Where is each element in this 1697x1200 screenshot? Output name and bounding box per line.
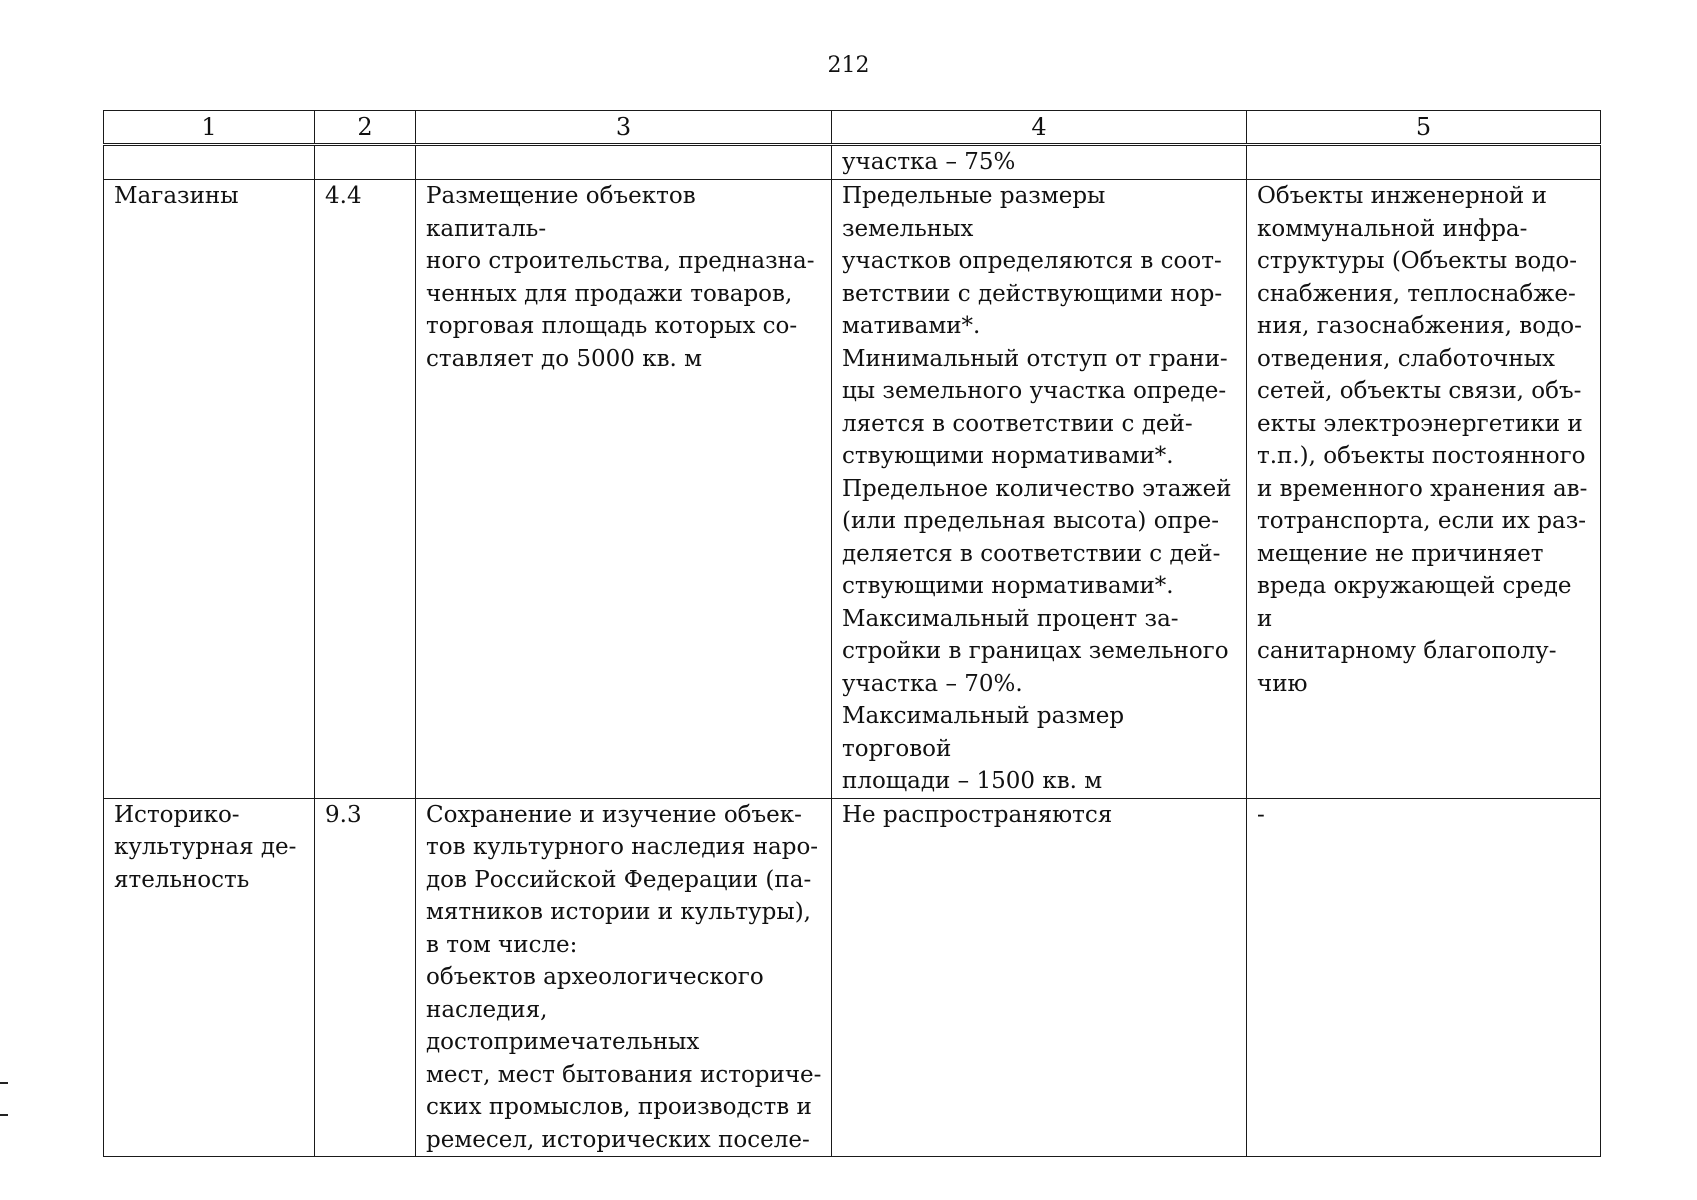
use-name-cell: Магазины (104, 180, 315, 799)
use-code-cell (315, 145, 416, 180)
use-description-cell (416, 145, 832, 180)
column-header: 4 (832, 111, 1247, 145)
scan-edge-mark (0, 1114, 8, 1116)
table-row (104, 145, 1601, 180)
table-header-row (104, 111, 1601, 145)
table-row (104, 798, 1601, 1157)
column-header: 2 (315, 111, 416, 145)
use-code-cell: 9.3 (315, 798, 416, 1157)
use-name-cell (104, 145, 315, 180)
auxiliary-uses-cell: Объекты инженерной и коммунальной инфра- структуры (Объекты водо- снабжения, теплоснабже- ния, газоснабжения, водо- отведения, слаботочных сетей, объекты связи, объ- екты электроэнергетики и т.п.), объекты постоянного и временного хранения ав- тотранспорта, если их раз- мещение не причиняет вреда окружающей среде и санитарному благополу- чию (1247, 180, 1601, 799)
column-header: 1 (104, 111, 315, 145)
page-number: 212 (827, 53, 870, 78)
use-code-cell: 4.4 (315, 180, 416, 799)
parameters-cell: участка – 75% (832, 145, 1247, 180)
scan-edge-mark (0, 1082, 8, 1084)
use-description-cell: Размещение объектов капиталь- ного строительства, предназна- ченных для продажи товаров, торговая площадь которых со- ставляет до 5000 кв. м (416, 180, 832, 799)
land-use-table (103, 110, 1601, 1157)
use-name-cell: Историко- культурная де- ятельность (104, 798, 315, 1157)
parameters-cell: Не распространяются (832, 798, 1247, 1157)
auxiliary-uses-cell: - (1247, 798, 1601, 1157)
column-header: 5 (1247, 111, 1601, 145)
column-header: 3 (416, 111, 832, 145)
auxiliary-uses-cell (1247, 145, 1601, 180)
parameters-cell: Предельные размеры земельных участков определяются в соот- ветствии с действующими нор- мативами*. Минимальный отступ от грани- цы земельного участка опреде- ляется в соответствии с дей- ствующими нормативами*. Предельное количество этажей (или предельная высота) опре- деляется в соответствии с дей- ствующими нормативами*. Максимальный процент за- стройки в границах земельного участка – 70%. Максимальный размер торговой площади – 1500 кв. м (832, 180, 1247, 799)
use-description-cell: Сохранение и изучение объек- тов культурного наследия наро- дов Российской Федерации (па- мятников истории и культуры), в том числе: объектов археологического наследия, достопримечательных мест, мест бытования историче- ских промыслов, производств и ремесел, исторических поселе- (416, 798, 832, 1157)
table-row (104, 180, 1601, 799)
